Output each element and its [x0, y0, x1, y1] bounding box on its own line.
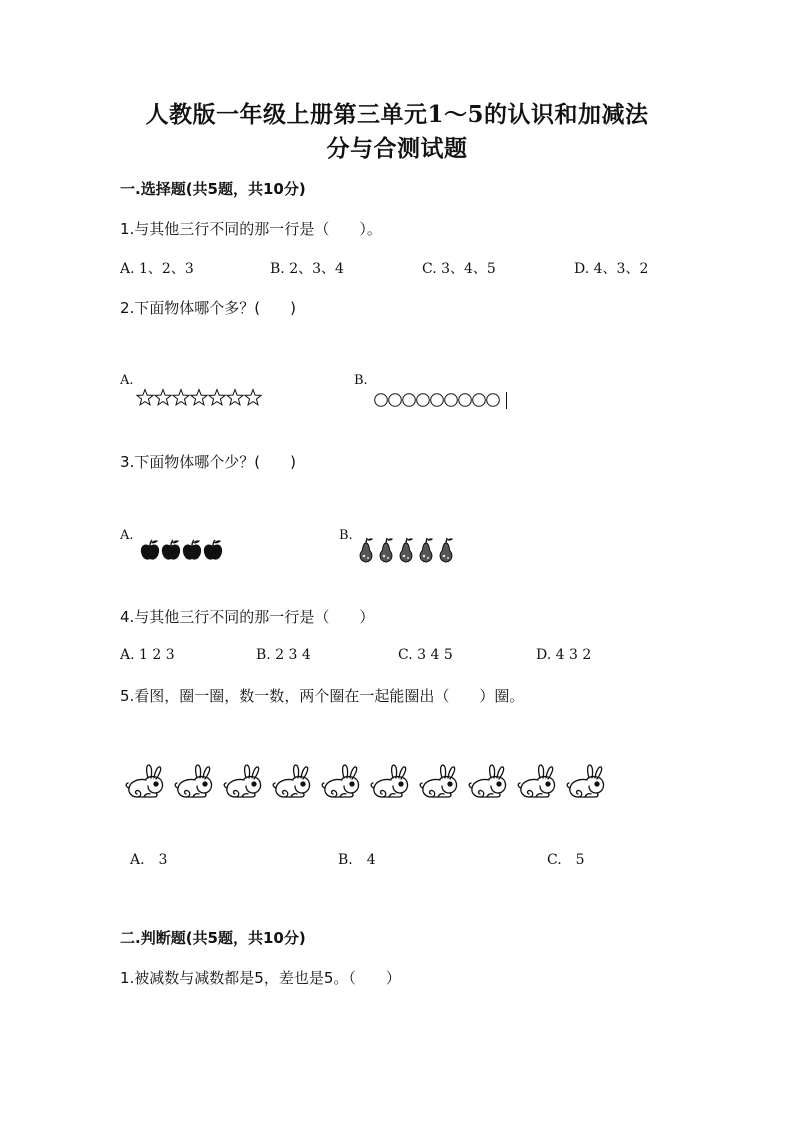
- apple-row: [140, 539, 230, 563]
- q4-option-c: C. 3 4 5: [398, 647, 453, 663]
- q3-label-a: A.: [120, 528, 134, 543]
- q4-option-b: B. 2 3 4: [256, 647, 311, 663]
- rabbit-icon: [469, 765, 505, 797]
- star-outline-icon: [227, 390, 243, 405]
- circle-outline-icon: [473, 394, 486, 407]
- section-1-heading: 一.选择题(共5题，共10分): [120, 180, 306, 198]
- rabbit-icon: [175, 765, 211, 797]
- q5-option-b: B. 4: [338, 852, 376, 868]
- circle-outline-icon: [403, 394, 416, 407]
- question-3: 3.下面物体哪个少？( ): [120, 453, 297, 471]
- question-4: 4.与其他三行不同的那一行是（ ）: [120, 608, 375, 626]
- rabbit-icon: [567, 765, 603, 797]
- star-outline-icon: [155, 390, 171, 405]
- star-outline-icon: [209, 390, 225, 405]
- circle-outline-icon: [375, 394, 388, 407]
- pear-icon: [400, 538, 413, 562]
- rabbit-icon: [322, 765, 358, 797]
- pear-row: [357, 537, 461, 565]
- apple-icon: [141, 540, 159, 560]
- pear-icon: [440, 538, 453, 562]
- rabbit-icon: [224, 765, 260, 797]
- title-line-1: 人教版一年级上册第三单元1～5的认识和加减法: [145, 101, 649, 128]
- q5-option-a: A. 3: [130, 852, 168, 868]
- circle-outline-icon: [389, 394, 402, 407]
- star-outline-icon: [191, 390, 207, 405]
- q1-option-b: B. 2、3、4: [270, 261, 344, 277]
- circle-outline-icon: [445, 394, 458, 407]
- rabbit-icon: [371, 765, 407, 797]
- q4-option-a: A. 1 2 3: [120, 647, 175, 663]
- judge-question-1: 1.被减数与减数都是5，差也是5。（ ）: [120, 969, 401, 987]
- rabbit-icon: [273, 765, 309, 797]
- circle-outline-icon: [431, 394, 444, 407]
- circle-row: [374, 391, 506, 411]
- apple-icon: [162, 540, 180, 560]
- q4-option-d: D. 4 3 2: [536, 647, 592, 663]
- apple-icon: [183, 540, 201, 560]
- star-outline-icon: [137, 390, 153, 405]
- question-2: 2.下面物体哪个多？( ): [120, 299, 297, 317]
- q3-label-b: B.: [339, 528, 353, 543]
- q2-label-b: B.: [354, 373, 368, 388]
- circle-outline-icon: [487, 394, 500, 407]
- rabbit-icon: [420, 765, 456, 797]
- star-outline-icon: [173, 390, 189, 405]
- pear-icon: [380, 538, 393, 562]
- q1-option-a: A. 1、2、3: [120, 261, 194, 277]
- apple-icon: [204, 540, 222, 560]
- star-row: [136, 388, 266, 408]
- q2-label-a: A.: [120, 373, 134, 388]
- question-1: 1.与其他三行不同的那一行是（ ）。: [120, 220, 382, 238]
- section-2-heading: 二.判断题(共5题，共10分): [120, 929, 306, 947]
- circle-outline-icon: [417, 394, 430, 407]
- pear-icon: [420, 538, 433, 562]
- pear-icon: [360, 538, 373, 562]
- rabbit-icon: [518, 765, 554, 797]
- q1-option-d: D. 4、3、2: [574, 261, 649, 277]
- title-line-2: 分与合测试题: [326, 135, 468, 162]
- q5-option-c: C. 5: [547, 852, 585, 868]
- question-5: 5.看图，圈一圈，数一数，两个圈在一起能圈出（ ）圈。: [120, 687, 525, 705]
- rabbit-row: [124, 762, 624, 802]
- rabbit-icon: [126, 765, 162, 797]
- q1-option-c: C. 3、4、5: [422, 261, 496, 277]
- star-outline-icon: [245, 390, 261, 405]
- circle-outline-icon: [459, 394, 472, 407]
